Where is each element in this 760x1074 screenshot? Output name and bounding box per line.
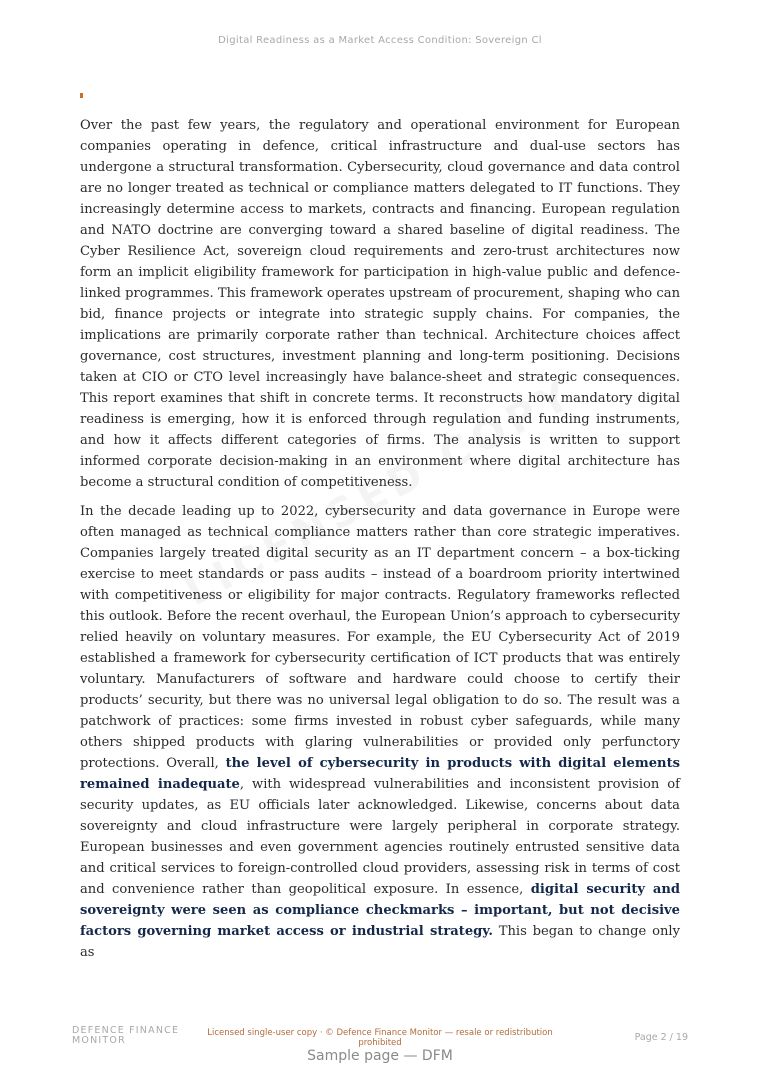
text-run: , with widespread vulnerabilities and inconsistent provision of security updates, as EU officials later acknowledged. Likewise, concerns about data sovereignty and cloud infrastructure were largely peripheral in corporate strategy. European businesses and even government agencies routinely entrusted sensitive data and critical services to foreign-controlled cloud providers, assessing risk in terms of cost and convenience rather than geopolitical exposure. In essence, xyxy=(80,777,681,897)
running-head: Digital Readiness as a Market Access Condition: Sovereign Cl xyxy=(218,35,542,46)
text-run: In the decade leading up to 2022, cybersecurity and data governance in Europe were often managed as technical compliance matters rather than core strategic imperatives. Companies largely treated digital security as an IT department concern – a box-ticking exercise to meet standards or pass audits – instead of a boardroom priority intertwined with competitiveness or eligibility for major contracts. Regulatory frameworks reflected this outlook. Before the recent overhaul, the European Union’s approach to cybersecurity relied heavily on voluntary measures. For example, the EU Cybersecurity Act of 2019 established a framework for cybersecurity certification of ICT products that was entirely voluntary. Manufacturers of software and hardware could choose to certify their products’ security, but there was no universal legal obligation to do so. The result was a patchwork of practices: some firms invested in robust cyber safeguards, while many others shipped products with glaring vulnerabilities or provided only perfunctory protections. Overall, xyxy=(80,504,680,771)
emphasis-text: the level of cybersecurity in products with digital elements remained inadequate xyxy=(80,756,680,792)
paragraph xyxy=(80,501,680,963)
paragraph xyxy=(80,115,680,493)
footer-license-line: prohibited xyxy=(358,1038,402,1048)
sample-label: Sample page — DFM xyxy=(307,1048,453,1064)
footer-publisher-line: MONITOR xyxy=(72,1035,126,1046)
footer-publisher xyxy=(72,1026,212,1046)
text-run: This began to change only as xyxy=(80,924,680,960)
text-run: Over the past few years, the regulatory and operational environment for European companies operating in defence, critical infrastructure and dual-use sectors has undergone a structural transformation. Cybersecurity, cloud governance and data control are no longer treated as technical or compliance matters delegated to IT functions. They increasingly determine access to markets, contracts and financing. European regulation and NATO doctrine are converging toward a shared baseline of digital readiness. The Cyber Resilience Act, sovereign cloud requirements and zero-trust architectures now form an implicit eligibility framework for participation in high-value public and defence-linked programmes. This framework operates upstream of procurement, shaping who can bid, finance projects or integrate into strategic supply chains. For companies, the implications are primarily corporate rather than technical. Architecture choices affect governance, cost structures, investment planning and long-term positioning. Decisions taken at CIO or CTO level increasingly have balance-sheet and strategic consequences. This report examines that shift in concrete terms. It reconstructs how mandatory digital readiness is emerging, how it is enforced through regulation and funding instruments, and how it affects different categories of firms. The analysis is written to support informed corporate decision-making in an environment where digital architecture has become a structural condition of competitiveness. xyxy=(80,118,680,490)
emphasis-text: digital security and sovereignty were seen as compliance checkmarks – important, but not decisive factors governing market access or industrial strategy. xyxy=(80,882,681,939)
accent-mark xyxy=(80,93,83,98)
page-number: Page 2 / 19 xyxy=(634,1032,688,1043)
footer-license-line: Licensed single-user copy · © Defence Finance Monitor — resale or redistribution xyxy=(207,1028,553,1038)
body-text xyxy=(80,115,680,971)
footer-publisher-line: DEFENCE FINANCE xyxy=(72,1025,180,1036)
footer-license xyxy=(200,1028,560,1048)
